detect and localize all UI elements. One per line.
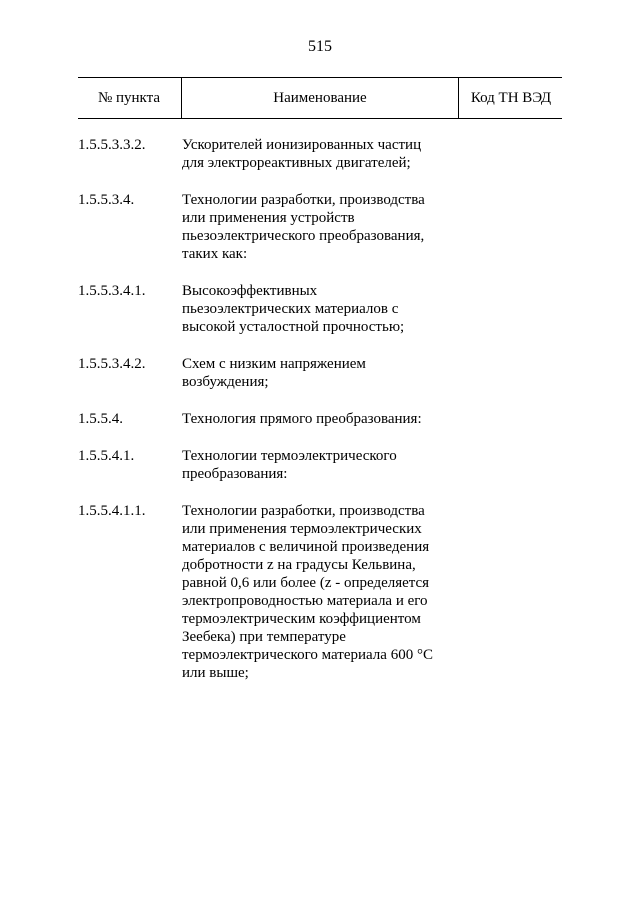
- item-number: 1.5.5.3.4.2.: [78, 356, 146, 372]
- item-name-line: Технологии разработки, производства: [182, 192, 425, 208]
- item-name-line: Высокоэффективных: [182, 283, 318, 299]
- table-row: [78, 191, 562, 263]
- item-name: [182, 447, 454, 483]
- item-number: 1.5.5.3.3.2.: [78, 137, 146, 153]
- item-name-line: возбуждения;: [182, 374, 269, 390]
- item-number: 1.5.5.4.: [78, 411, 123, 427]
- item-number: 1.5.5.4.1.: [78, 448, 135, 464]
- item-name: [182, 355, 454, 391]
- header-name: Наименование: [181, 78, 458, 118]
- item-name-line: Зеебека) при температуре: [182, 629, 346, 645]
- item-name: [182, 191, 454, 263]
- item-name-line: или выше;: [182, 665, 249, 681]
- item-name-line: Технологии термоэлектрического: [182, 448, 397, 464]
- item-name-line: материалов с величиной произведения: [182, 539, 430, 555]
- page-number: 515: [308, 38, 332, 55]
- table-body: [78, 136, 562, 701]
- item-name: [182, 136, 454, 172]
- item-name-line: Ускорителей ионизированных частиц: [182, 137, 422, 153]
- item-name-line: пьезоэлектрического преобразования,: [182, 228, 425, 244]
- table-row: [78, 282, 562, 336]
- item-name: [182, 282, 454, 336]
- item-name-line: добротности z на градусы Кельвина,: [182, 557, 416, 573]
- item-name-line: для электрореактивных двигателей;: [182, 155, 411, 171]
- table-row: [78, 502, 562, 682]
- item-name-line: или применения устройств: [182, 210, 355, 226]
- item-name: [182, 502, 454, 682]
- item-name-line: равной 0,6 или более (z - определяется: [182, 575, 430, 591]
- table-header: [78, 77, 562, 119]
- item-number: 1.5.5.3.4.: [78, 192, 135, 208]
- item-number: 1.5.5.4.1.1.: [78, 503, 146, 519]
- item-name-line: Технология прямого преобразования:: [182, 411, 422, 427]
- item-name-line: преобразования:: [182, 466, 288, 482]
- item-name-line: таких как:: [182, 246, 248, 262]
- item-name-line: электропроводностью материала и его: [182, 593, 428, 609]
- item-name-line: пьезоэлектрических материалов с: [182, 301, 399, 317]
- item-name-line: Технологии разработки, производства: [182, 503, 425, 519]
- item-name-line: высокой усталостной прочностью;: [182, 319, 405, 335]
- item-name: [182, 410, 454, 428]
- item-number: 1.5.5.3.4.1.: [78, 283, 146, 299]
- table-row: [78, 447, 562, 483]
- item-name-line: Схем с низким напряжением: [182, 356, 366, 372]
- item-name-line: термоэлектрического материала 600 °С: [182, 647, 433, 663]
- table-row: [78, 355, 562, 391]
- header-item-number: № пункта: [97, 90, 161, 106]
- table-row: [78, 410, 562, 428]
- table-row: [78, 136, 562, 172]
- item-name-line: термоэлектрическим коэффициентом: [182, 611, 421, 627]
- item-name-line: или применения термоэлектрических: [182, 521, 422, 537]
- header-tnved-code: Код ТН ВЭД: [458, 78, 563, 118]
